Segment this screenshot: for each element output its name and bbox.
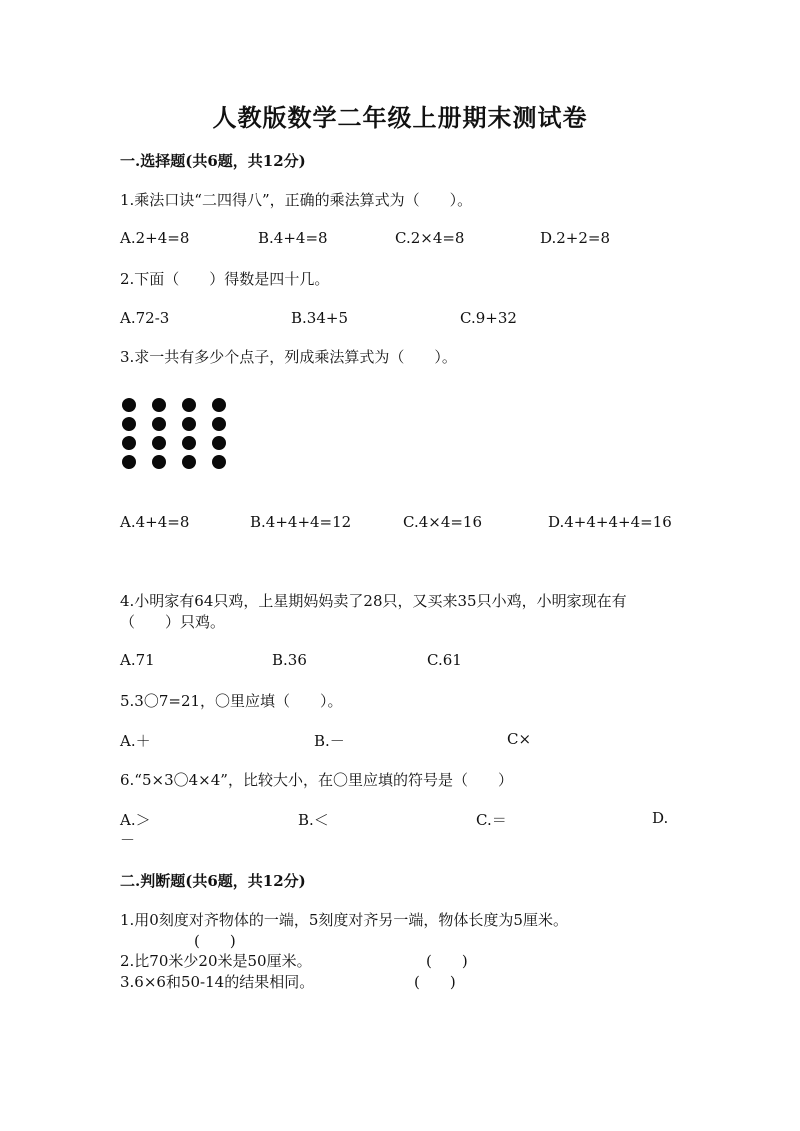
dot (152, 436, 166, 450)
page-title: 人教版数学二年级上册期末测试卷 (212, 103, 588, 132)
dot (212, 398, 226, 412)
q6-option-b: B.＜ (298, 811, 329, 829)
dot (212, 436, 226, 450)
q6-option-d: D. (652, 809, 669, 827)
dot (182, 436, 196, 450)
q3-option-d: D.4+4+4+4=16 (548, 513, 672, 531)
q2-option-a: A.72-3 (120, 309, 170, 327)
dot (152, 455, 166, 469)
q4-option-c: C.61 (427, 651, 462, 669)
q6-option-c: C.＝ (476, 811, 507, 829)
dot (152, 417, 166, 431)
q6-option-d-wrap: － (120, 831, 136, 849)
section-heading-judgement: 二.判断题(共6题，共12分) (120, 872, 306, 890)
dot-grid-figure (122, 398, 226, 470)
dot (182, 398, 196, 412)
q1-option-a: A.2+4=8 (120, 229, 190, 247)
q4-option-b: B.36 (272, 651, 307, 669)
question-4-line1: 4.小明家有64只鸡，上星期妈妈卖了28只，又买来35只小鸡，小明家现在有 (120, 592, 627, 610)
dot (182, 455, 196, 469)
section-heading-choice: 一.选择题(共6题，共12分) (120, 152, 306, 170)
question-2: 2.下面（ ）得数是四十几。 (120, 270, 330, 288)
dot (122, 455, 136, 469)
q2-option-c: C.9+32 (460, 309, 517, 327)
judge-question-2: 2.比70米少20米是50厘米。 (120, 952, 312, 970)
dot (122, 417, 136, 431)
dot (122, 436, 136, 450)
q1-option-d: D.2+2=8 (540, 229, 611, 247)
dot (152, 398, 166, 412)
q1-option-b: B.4+4=8 (258, 229, 328, 247)
question-6: 6.“5×3〇4×4”，比较大小，在〇里应填的符号是（ ） (120, 771, 513, 789)
judge-2-blank: ( ) (426, 952, 468, 970)
judge-3-blank: ( ) (414, 973, 456, 991)
question-1: 1.乘法口诀“二四得八”，正确的乘法算式为（ ）。 (120, 191, 473, 209)
q1-option-c: C.2×4=8 (395, 229, 465, 247)
judge-question-3: 3.6×6和50-14的结果相同。 (120, 973, 315, 991)
dot (182, 417, 196, 431)
q6-option-a: A.＞ (120, 811, 151, 829)
judge-question-1: 1.用0刻度对齐物体的一端，5刻度对齐另一端，物体长度为5厘米。 (120, 911, 568, 929)
q2-option-b: B.34+5 (291, 309, 348, 327)
q4-option-a: A.71 (120, 651, 155, 669)
q3-option-b: B.4+4+4=12 (250, 513, 352, 531)
q5-option-c: C× (507, 730, 532, 748)
question-5: 5.3〇7=21，〇里应填（ ）。 (120, 692, 343, 710)
question-4-line2: （ ）只鸡。 (120, 613, 226, 631)
dot (212, 455, 226, 469)
dot (122, 398, 136, 412)
q3-option-c: C.4×4=16 (403, 513, 483, 531)
question-3: 3.求一共有多少个点子，列成乘法算式为（ ）。 (120, 348, 457, 366)
q5-option-a: A.＋ (120, 732, 151, 750)
judge-1-blank: ( ) (194, 932, 236, 950)
q5-option-b: B.－ (314, 732, 345, 750)
dot (212, 417, 226, 431)
q3-option-a: A.4+4=8 (120, 513, 190, 531)
